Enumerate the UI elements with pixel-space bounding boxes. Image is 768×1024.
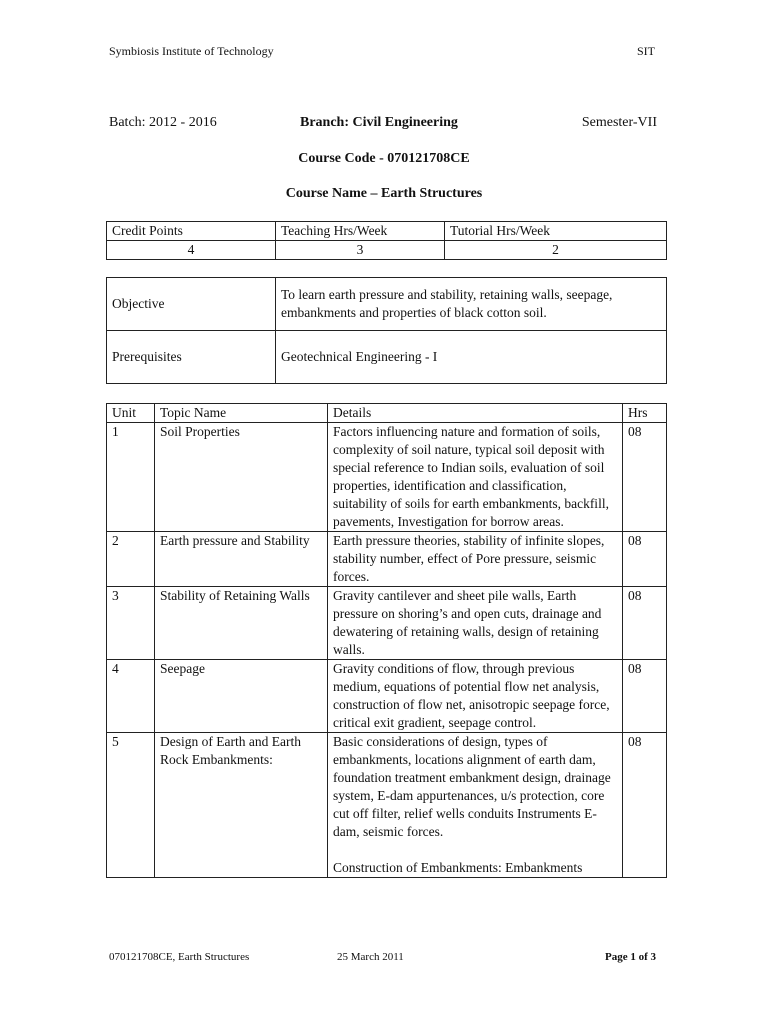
unit-hours: 08 xyxy=(623,587,667,660)
unit-topic: Design of Earth and Earth Rock Embankments: xyxy=(155,733,328,878)
credits-table xyxy=(106,221,667,260)
table-row xyxy=(107,532,667,587)
credits-header-cell: Credit Points xyxy=(107,222,276,241)
unit-hours: 08 xyxy=(623,660,667,733)
footer-date: 25 March 2011 xyxy=(337,951,404,963)
table-row xyxy=(107,587,667,660)
unit-details: Gravity cantilever and sheet pile walls, Earth pressure on shoring’s and open cuts, drainage and dewatering of retaining walls, design of retaining walls. xyxy=(328,587,623,660)
unit-number: 4 xyxy=(107,660,155,733)
objective-text: To learn earth pressure and stability, retaining walls, seepage, embankments and properties of black cotton soil. xyxy=(276,278,667,331)
teaching-hours-value: 3 xyxy=(276,241,445,260)
unit-details-continued: Construction of Embankments: Embankments xyxy=(333,860,583,875)
unit-topic: Seepage xyxy=(155,660,328,733)
units-header-cell: Hrs xyxy=(623,404,667,423)
unit-number: 3 xyxy=(107,587,155,660)
objective-label: Objective xyxy=(107,278,276,331)
unit-hours: 08 xyxy=(623,733,667,878)
course-name: Course Name – Earth Structures xyxy=(285,186,483,201)
course-code: Course Code - 070121708CE xyxy=(298,151,470,166)
unit-topic: Stability of Retaining Walls xyxy=(155,587,328,660)
unit-number: 1 xyxy=(107,423,155,532)
semester-text: Semester-VII xyxy=(581,115,657,130)
unit-hours: 08 xyxy=(623,532,667,587)
footer-page-number: Page 1 of 3 xyxy=(604,951,656,963)
prerequisites-label: Prerequisites xyxy=(107,331,276,384)
unit-number: 2 xyxy=(107,532,155,587)
unit-details-text: Basic considerations of design, types of embankments, locations alignment of earth dam, foundation treatment embankment design, drainage system, E-dam appurtenances, u/s protection, core cut off filter, relief wells conduits Instruments E-dam, seismic forces. xyxy=(333,734,611,839)
unit-details: Factors influencing nature and formation of soils, complexity of soil nature, typical soil deposit with special reference to Indian soils, evaluation of soil properties, identification and classification, suitability of soils for earth embankments, backfill, pavements, Investigation for borrow areas. xyxy=(328,423,623,532)
footer-course: 070121708CE, Earth Structures xyxy=(109,951,250,963)
credits-header-cell: Teaching Hrs/Week xyxy=(276,222,445,241)
paragraph-gap xyxy=(333,841,617,859)
units-header-cell: Unit xyxy=(107,404,155,423)
table-row xyxy=(107,733,667,878)
credits-header-cell: Tutorial Hrs/Week xyxy=(445,222,667,241)
table-row xyxy=(107,423,667,532)
branch-text: Branch: Civil Engineering xyxy=(300,115,458,130)
unit-number: 5 xyxy=(107,733,155,878)
batch-text: Batch: 2012 - 2016 xyxy=(109,115,217,130)
prerequisites-text: Geotechnical Engineering - I xyxy=(276,331,667,384)
units-header-cell: Topic Name xyxy=(155,404,328,423)
tutorial-hours-value: 2 xyxy=(445,241,667,260)
units-table xyxy=(106,403,667,878)
institute-name: Symbiosis Institute of Technology xyxy=(109,44,274,58)
course-meta-row xyxy=(109,115,657,133)
unit-topic: Earth pressure and Stability xyxy=(155,532,328,587)
unit-hours: 08 xyxy=(623,423,667,532)
unit-topic: Soil Properties xyxy=(155,423,328,532)
table-row xyxy=(107,660,667,733)
objective-table xyxy=(106,277,667,384)
unit-details: Earth pressure theories, stability of infinite slopes, stability number, effect of Pore pressure, seismic forces. xyxy=(328,532,623,587)
credit-points-value: 4 xyxy=(107,241,276,260)
unit-details: Gravity conditions of flow, through previous medium, equations of potential flow net analysis, construction of flow net, anisotropic seepage force, critical exit gradient, seepage control. xyxy=(328,660,623,733)
institute-abbr: SIT xyxy=(637,44,655,58)
units-header-cell: Details xyxy=(328,404,623,423)
unit-details xyxy=(328,733,623,878)
